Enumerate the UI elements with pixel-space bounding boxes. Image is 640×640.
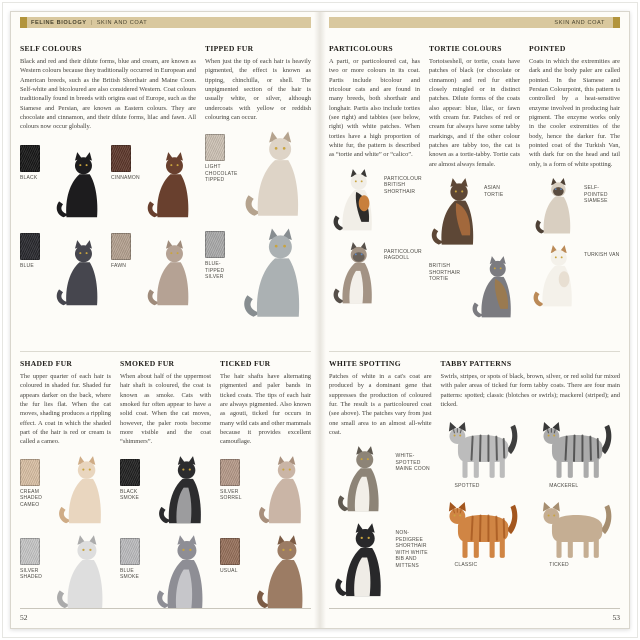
cat-photo-silver-sorrel xyxy=(254,455,311,525)
section-heading: PARTICOLOURS xyxy=(329,44,393,53)
cat-photo-white-spotted-maine-coon xyxy=(329,445,393,513)
section-shaded-fur xyxy=(20,359,111,608)
swatch-column xyxy=(20,233,51,270)
ticked-fur-stack xyxy=(220,455,311,610)
swatch-label: LIGHT CHOCOLATE TIPPED xyxy=(205,164,238,184)
cat-photo-self-pointed-siamese xyxy=(529,177,581,235)
page-number-left: 52 xyxy=(20,613,28,622)
cat-entry-usual xyxy=(220,534,311,610)
swatch-column xyxy=(205,231,236,281)
section-body: Swirls, stripes, or spots of black, brown, silver, or red solid fur mixed with paler areas of ticked fur form tabby coats. There are four main patterns: spotted; classic (blotches or swirls); mackerel (striped); and ticked. xyxy=(440,373,620,409)
section-heading: SELF COLOURS xyxy=(20,44,82,53)
cat-entry-non-pedigree-shorthair xyxy=(329,522,432,598)
section-white-spotting xyxy=(329,359,432,608)
fur-swatch-cinnamon xyxy=(111,145,131,172)
cat-photo-blue-tipped-silver xyxy=(239,227,311,319)
section-body: Tortoiseshell, or tortie, coats have patches of black (or chocolate or cinnamon) and red fur either closely mingled or in distinct patches. Dilute forms of the coats also appear: blue, lilac, or fawn with cream fur. Patches of red or cream fur always have some tabby markings, and if the other colour patches are tabby too, the cat is known as a tortie-tabby. Tortie cats are almost always female. xyxy=(429,58,520,168)
section-heading: SMOKED FUR xyxy=(120,359,175,368)
section-heading: SHADED FUR xyxy=(20,359,73,368)
header-gold-chip xyxy=(613,17,620,28)
cat-photo-cream-shaded-cameo xyxy=(54,455,111,525)
cat-photo-non-pedigree-shorthair xyxy=(329,522,393,598)
tabby-grid xyxy=(441,418,620,568)
cat-label: TURKISH VAN xyxy=(584,252,620,259)
section-heading: TIPPED FUR xyxy=(205,44,254,53)
section-body: Black and red and their dilute forms, blue and cream, are known as Western colours because they traditionally occurred in European and American breeds, such as the British Shorthair and Maine Coon. Self-white and bicoloured are also considered Western. Coat colours traditionally found in breeds with origins east of Europe, such as the Siamese and Persian, are known as Eastern colours. They are chocolate and cinnamon, and their dilute forms, lilac and fawn. All colours now occur globally. xyxy=(20,58,196,131)
header-subtitle: SKIN AND COAT xyxy=(554,19,605,26)
cat-entry-fawn xyxy=(111,229,196,307)
cat-entry-cream-shaded-cameo xyxy=(20,455,111,525)
section-heading: TABBY PATTERNS xyxy=(440,359,512,368)
fur-swatch-silver-sorrel xyxy=(220,459,240,486)
cat-photo-silver-shaded xyxy=(54,534,111,610)
self-colours-grid xyxy=(20,141,196,307)
section-smoked-fur xyxy=(120,359,211,608)
cat-photo-particolour-british-shorthair xyxy=(329,168,381,232)
cat-entry-blue xyxy=(20,229,105,307)
swatch-label: FAWN xyxy=(111,262,127,269)
cat-entry-asian-tortie xyxy=(429,177,520,246)
section-body: When about half of the uppermost hair shaft is coloured, the coat is known as smoke. Cats with smoked fur often appear to have a solid coat. When the cat moves, however, the paler roots become more visible and the coat “shimmers”. xyxy=(120,373,211,446)
swatch-column xyxy=(20,145,51,182)
cat-entry-british-shorthair-tortie xyxy=(429,255,520,319)
cat-label: ASIAN TORTIE xyxy=(484,185,504,198)
section-tipped-fur xyxy=(205,44,311,343)
swatch-label: SILVER SHADED xyxy=(20,567,43,581)
cat-entry-turkish-van xyxy=(529,244,620,308)
swatch-column xyxy=(20,459,51,509)
swatch-label: BLACK xyxy=(20,174,38,181)
cat-entry-particolour-british-shorthair xyxy=(329,168,420,232)
fur-swatch-blue-smoke xyxy=(120,538,140,565)
cat-entry-mackerel xyxy=(535,418,620,489)
fur-swatch-black-smoke xyxy=(120,459,140,486)
section-heading: WHITE SPOTTING xyxy=(329,359,401,368)
section-body: Coats in which the extremities are dark and the body paler are called pointed. In the Siamese and Persian Colourpoint, this pattern is controlled by a heat-sensitive enzyme involved in producing hair pigment. The enzyme works only in the cooler extremities of the body, hence the darker fur. The pointed coat of the Turkish Van, with dark fur on the head and tail only, is a form of white spotting. xyxy=(529,58,620,168)
cat-label: SELF-POINTED SIAMESE xyxy=(584,185,608,205)
section-body: The hair shafts have alternating pigmented and paler bands in ticked coats. The tips of each hair are always pigmented. Also known as agouti, ticked fur occurs in many wild cats and other mammals because it provides excellent camouflage. xyxy=(220,373,311,446)
section-ticked-fur xyxy=(220,359,311,608)
swatch-label: BLUE xyxy=(20,262,34,269)
section-self-colours xyxy=(20,44,196,343)
cat-photo-spotted-tabby xyxy=(441,418,526,480)
footer-right xyxy=(329,608,620,622)
fur-swatch-black xyxy=(20,145,40,172)
cat-entry-ticked xyxy=(535,498,620,569)
footer-left xyxy=(20,608,311,622)
cat-label: PARTICOLOUR RAGDOLL xyxy=(384,248,422,262)
cat-label: PARTICOLOUR BRITISH SHORTHAIR xyxy=(384,175,422,195)
right-bottom-row xyxy=(329,359,620,608)
section-body: The upper quarter of each hair is coloured in shaded fur. Shaded fur appears darker on the back, where the fur lies flat. When the cat moves, shading produces a rippling effect. A coat in which the shaded part of the hair is red or cream is called a cameo. xyxy=(20,373,111,446)
swatch-label: BLACK SMOKE xyxy=(120,488,140,502)
cat-photo-fawn xyxy=(145,229,196,307)
white-spotting-stack xyxy=(329,445,432,598)
cat-entry-silver-sorrel xyxy=(220,455,311,525)
cat-entry-black-smoke xyxy=(120,455,211,525)
header-title: FELINE BIOLOGY xyxy=(31,19,87,26)
left-top-row xyxy=(20,44,311,343)
cat-entry-white-spotted-maine-coon xyxy=(329,445,432,513)
cat-entry-classic xyxy=(441,498,526,569)
swatch-column xyxy=(220,459,251,502)
shaded-fur-stack xyxy=(20,455,111,610)
swatch-column xyxy=(205,134,236,184)
section-tortie-colours xyxy=(429,44,520,343)
header-divider: | xyxy=(90,19,93,26)
footer-rule xyxy=(329,608,620,609)
cat-photo-british-shorthair-tortie xyxy=(468,255,520,319)
mid-page-rule xyxy=(20,351,311,352)
cat-photo-blue-smoke xyxy=(154,534,211,610)
swatch-label: SILVER SORREL xyxy=(220,488,242,502)
swatch-label: BLUE SMOKE xyxy=(120,567,140,581)
header-bar-right xyxy=(329,17,620,28)
cat-label: TICKED xyxy=(549,562,569,569)
section-pointed xyxy=(529,44,620,343)
cat-photo-turkish-van xyxy=(529,244,581,308)
section-body: Patches of white in a cat's coat are produced by a dominant gene that suppresses the production of coloured fur. The result is a particoloured coat (see above). The patches vary from just one small area to an almost all-white coat. xyxy=(329,373,432,437)
page-number-right: 53 xyxy=(612,613,620,622)
cat-label: WHITE-SPOTTED MAINE COON xyxy=(395,453,430,473)
swatch-column xyxy=(111,233,142,270)
fur-swatch-usual xyxy=(220,538,240,565)
swatch-column xyxy=(20,538,51,581)
cat-label: MACKEREL xyxy=(549,482,579,489)
swatch-label: CREAM SHADED CAMEO xyxy=(20,488,43,508)
fur-swatch-blue-tipped-silver xyxy=(205,231,225,258)
cat-photo-ticked-tabby xyxy=(535,498,620,560)
fur-swatch-silver-shaded xyxy=(20,538,40,565)
tortie-colours-stack xyxy=(429,177,520,319)
cat-label: SPOTTED xyxy=(454,482,480,489)
swatch-column xyxy=(120,538,151,581)
book-spread xyxy=(10,11,630,629)
fur-swatch-light-chocolate-tipped xyxy=(205,134,225,161)
section-heading: TORTIE COLOURS xyxy=(429,44,502,53)
fur-swatch-blue xyxy=(20,233,40,260)
fur-swatch-cream-shaded-cameo xyxy=(20,459,40,486)
cat-label: CLASSIC xyxy=(454,562,478,569)
cat-entry-spotted xyxy=(441,418,526,489)
cat-photo-classic-tabby xyxy=(441,498,526,560)
smoked-fur-stack xyxy=(120,455,211,610)
cat-entry-cinnamon xyxy=(111,141,196,219)
fur-swatch-fawn xyxy=(111,233,131,260)
footer-rule xyxy=(20,608,311,609)
section-body: A parti, or particoloured cat, has two or more colours in its coat. Partis include bicolour and tricolour cats and are found in many breeds, both shorthair and longhair. Partis also include torties (see right) and tabbies (see below, right) with white patches. When torties have a high proportion of white fur, the pattern is described as “tortie and white” or “calico”. xyxy=(329,58,420,159)
section-tabby-patterns xyxy=(441,359,620,608)
section-particolours xyxy=(329,44,420,343)
swatch-label: CINNAMON xyxy=(111,174,140,181)
swatch-column xyxy=(120,459,151,502)
swatch-column xyxy=(111,145,142,182)
swatch-column xyxy=(220,538,251,575)
cat-entry-self-pointed-siamese xyxy=(529,177,620,235)
cat-label: BRITISH SHORTHAIR TORTIE xyxy=(429,263,461,283)
right-top-row xyxy=(329,44,620,343)
section-heading: POINTED xyxy=(529,44,566,53)
cat-photo-cinnamon xyxy=(145,141,196,219)
cat-entry-blue-smoke xyxy=(120,534,211,610)
cat-photo-particolour-ragdoll xyxy=(329,241,381,305)
cat-entry-particolour-ragdoll xyxy=(329,241,420,305)
cat-entry-black xyxy=(20,141,105,219)
cat-photo-blue xyxy=(54,229,105,307)
cat-entry-silver-shaded xyxy=(20,534,111,610)
swatch-label: USUAL xyxy=(220,567,238,574)
cat-photo-mackerel-tabby xyxy=(535,418,620,480)
cat-label: NON-PEDIGREE SHORTHAIR WITH WHITE BIB AND MITTENS xyxy=(395,530,428,569)
cat-photo-black-smoke xyxy=(154,455,211,525)
header-gold-chip xyxy=(20,17,27,28)
section-body: When just the tip of each hair is heavily pigmented, the effect is known as tipping, chinchilla, or shell. The unpigmented section of the hair is usually white, or silver, although undercoats with yellow or reddish colouring can occur. xyxy=(205,58,311,122)
cat-photo-light-chocolate-tipped xyxy=(239,130,311,218)
swatch-label: BLUE-TIPPED SILVER xyxy=(205,261,225,281)
cat-photo-black xyxy=(54,141,105,219)
tipped-fur-stack xyxy=(205,130,311,319)
header-subtitle: SKIN AND COAT xyxy=(96,19,148,26)
cat-entry-blue-tipped-silver xyxy=(205,227,311,319)
cat-photo-asian-tortie xyxy=(429,177,481,246)
header-bar-left xyxy=(20,17,311,28)
page-right xyxy=(320,12,629,628)
page-left xyxy=(11,12,320,628)
cat-entry-light-chocolate-tipped xyxy=(205,130,311,218)
particolours-stack xyxy=(329,168,420,305)
cat-photo-usual xyxy=(254,534,311,610)
section-heading: TICKED FUR xyxy=(220,359,271,368)
mid-page-rule xyxy=(329,351,620,352)
left-bottom-row xyxy=(20,359,311,608)
pointed-stack xyxy=(529,177,620,308)
